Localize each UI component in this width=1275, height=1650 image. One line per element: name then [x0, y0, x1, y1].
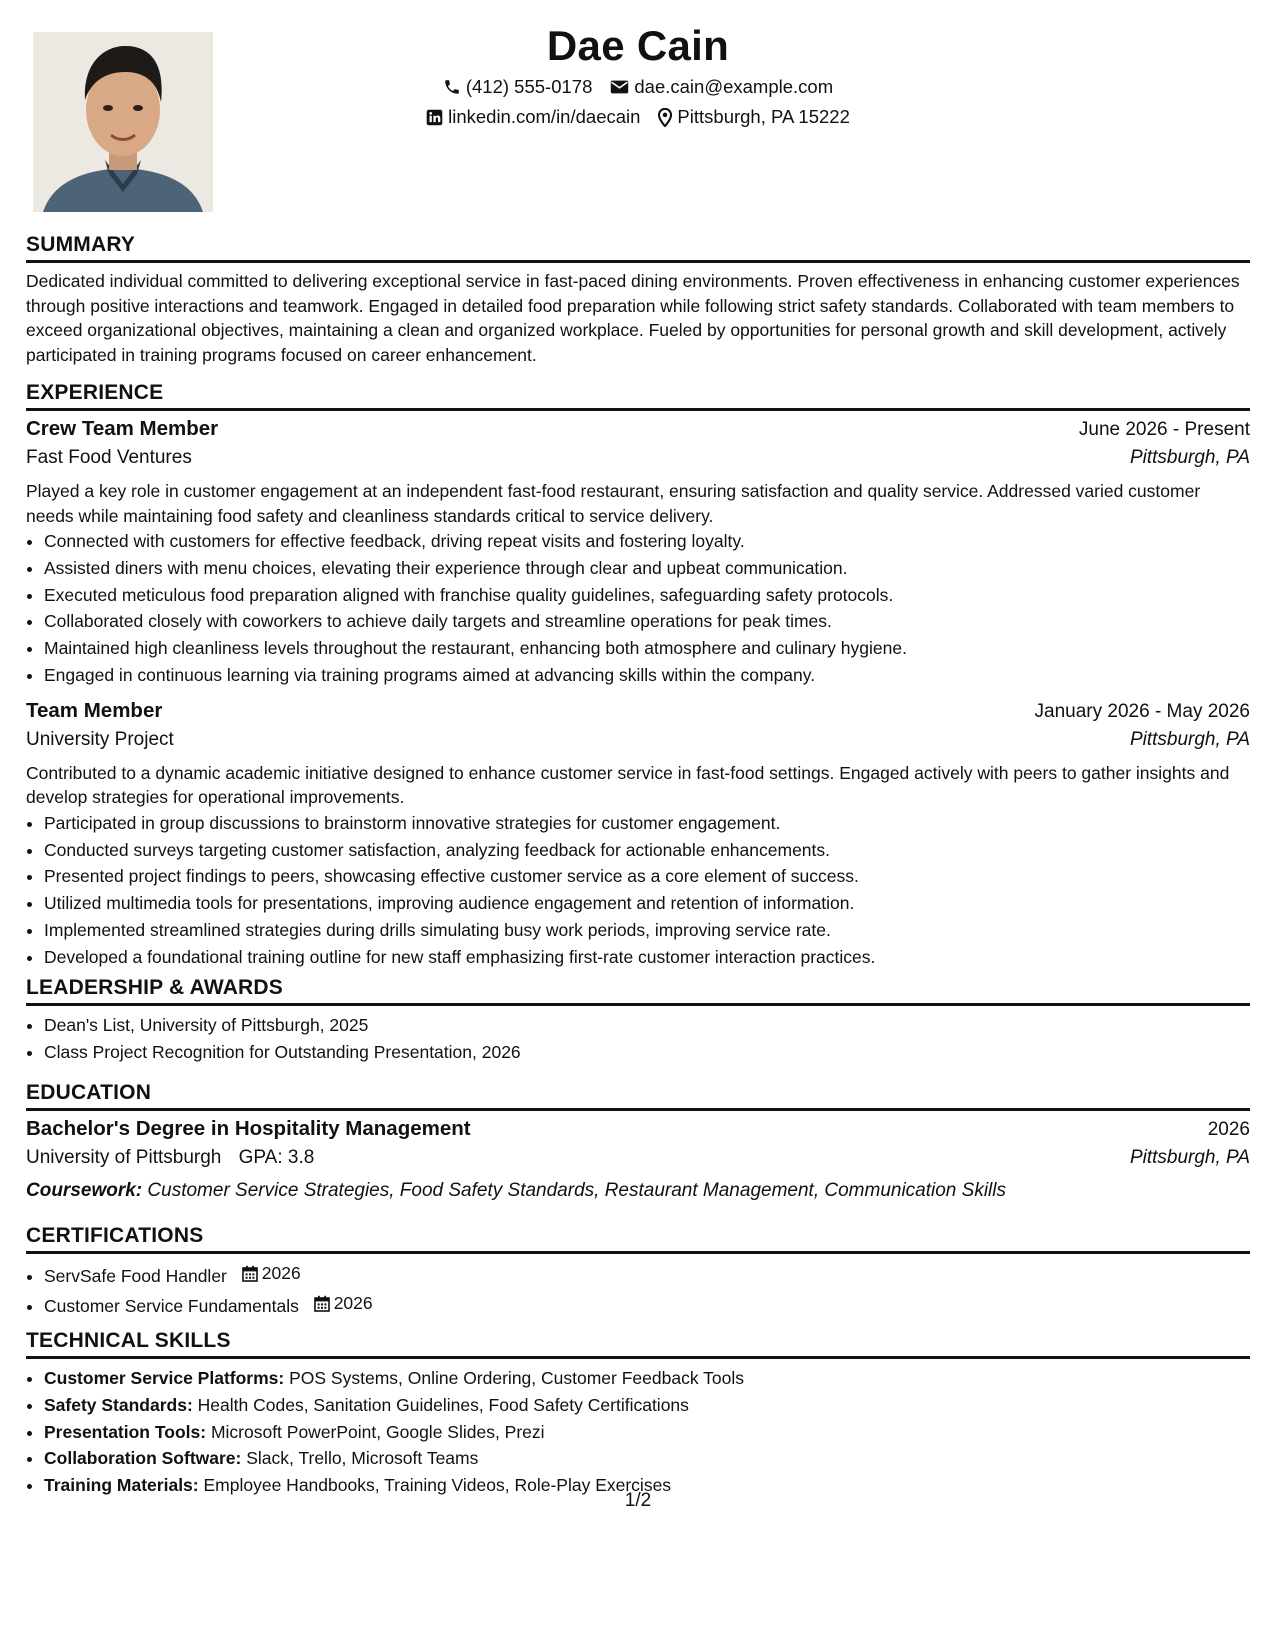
- linkedin-text: linkedin.com/in/daecain: [448, 106, 641, 127]
- email-text: dae.cain@example.com: [634, 76, 834, 97]
- coursework: [26, 1177, 1250, 1205]
- calendar-icon: [242, 1265, 258, 1282]
- job-bullet: • Connected with customers for effective feedback, driving repeat visits and fostering loyalty.: [44, 528, 1250, 555]
- education-section: [26, 1081, 1250, 1205]
- skill-label: Collaboration Software:: [44, 1448, 242, 1469]
- page-number: 1/2: [624, 1490, 652, 1511]
- school-name: University of Pittsburgh: [26, 1147, 222, 1168]
- section-title-experience: EXPERIENCE: [26, 381, 1250, 411]
- skill-item: [44, 1365, 1250, 1392]
- gpa: GPA: 3.8: [238, 1147, 315, 1168]
- contact-line-1: [26, 76, 1250, 98]
- skill-label: Presentation Tools:: [44, 1421, 207, 1442]
- certification-year: 2026: [333, 1292, 373, 1313]
- job-bullet: • Assisted diners with menu choices, elevating their experience through clear and upbeat communication.: [44, 555, 1250, 582]
- award-item: • Class Project Recognition for Outstanding Presentation, 2026: [44, 1039, 1250, 1066]
- leadership-section: [26, 976, 1250, 1066]
- skills-list: [26, 1365, 1250, 1499]
- candidate-name: Dae Cain: [546, 22, 730, 69]
- school-location: Pittsburgh, PA: [1129, 1147, 1250, 1168]
- job-description: Played a key role in customer engagement at an independent fast-food restaurant, ensuring satisfaction and quality service. Addressed varied customer needs while maintaining food safety and cleanliness standards critical to service delivery.: [26, 481, 1201, 526]
- section-title-skills: TECHNICAL SKILLS: [26, 1329, 1250, 1359]
- job-bullet: • Engaged in continuous learning via training programs aimed at advancing skills within the company.: [44, 662, 1250, 689]
- job-dates: June 2026 - Present: [1078, 419, 1250, 440]
- skill-item: [44, 1419, 1250, 1446]
- certifications-section: [26, 1224, 1250, 1319]
- section-title-leadership: LEADERSHIP & AWARDS: [26, 976, 1250, 1006]
- job-bullet: • Maintained high cleanliness levels throughout the restaurant, enhancing both atmosphere and culinary hygiene.: [44, 635, 1250, 662]
- email-contact[interactable]: [610, 76, 833, 98]
- job-org: Fast Food Ventures: [26, 447, 192, 468]
- award-item: • Dean's List, University of Pittsburgh, 2025: [44, 1012, 1250, 1039]
- degree-name: Bachelor's Degree in Hospitality Management: [26, 1117, 471, 1140]
- summary-section: [26, 233, 1250, 367]
- linkedin-icon: [426, 109, 443, 126]
- certification-year: 2026: [261, 1263, 301, 1283]
- job-bullet: • Utilized multimedia tools for presentations, improving audience engagement and retention of information.: [44, 890, 1250, 917]
- job-bullet: • Collaborated closely with coworkers to achieve daily targets and streamline operations for peak times.: [44, 608, 1250, 635]
- coursework-label: Coursework:: [26, 1180, 143, 1201]
- location-contact: [658, 106, 849, 128]
- envelope-icon: [610, 79, 629, 95]
- job-role: Team Member: [26, 698, 163, 722]
- skills-section: [26, 1329, 1250, 1499]
- section-title-education: EDUCATION: [26, 1081, 1250, 1111]
- school-info: [26, 1147, 314, 1169]
- skill-label: Customer Service Platforms:: [44, 1368, 285, 1388]
- job-bullets: [26, 528, 1250, 689]
- linkedin-contact[interactable]: [426, 106, 640, 128]
- job-bullet: • Conducted surveys targeting customer satisfaction, analyzing feedback for actionable enhancements.: [44, 837, 1250, 864]
- skill-value: Slack, Trello, Microsoft Teams: [246, 1448, 479, 1469]
- contact-line-2: [26, 106, 1250, 128]
- skill-item: [44, 1392, 1250, 1419]
- calendar-icon: [314, 1295, 330, 1312]
- job-bullet: • Presented project findings to peers, showcasing effective customer service as a core element of success.: [44, 863, 1250, 890]
- job-location: Pittsburgh, PA: [1129, 728, 1250, 750]
- section-title-certifications: CERTIFICATIONS: [26, 1224, 1250, 1254]
- skill-value: POS Systems, Online Ordering, Customer Feedback Tools: [289, 1368, 744, 1388]
- phone-text: (412) 555-0178: [465, 76, 593, 97]
- resume-page: [26, 0, 1250, 1650]
- map-marker-icon: [658, 108, 672, 127]
- skill-value: Health Codes, Sanitation Guidelines, Food Safety Certifications: [197, 1394, 689, 1415]
- certifications-list: [26, 1260, 1250, 1319]
- certification-name: ServSafe Food Handler: [44, 1265, 227, 1286]
- job-entry: [26, 417, 1250, 689]
- skill-label: Training Materials:: [44, 1475, 199, 1496]
- job-location: Pittsburgh, PA: [1129, 447, 1250, 468]
- job-description: Contributed to a dynamic academic initiative designed to enhance customer service in fast-food settings. Engaged actively with peers to gather insights and develop strategies for operational improvements.: [26, 762, 1230, 808]
- skill-value: Employee Handbooks, Training Videos, Role-Play Exercises: [203, 1475, 672, 1496]
- phone-icon: [443, 78, 461, 96]
- leadership-list: [26, 1012, 1250, 1066]
- certification-name: Customer Service Fundamentals: [44, 1295, 299, 1316]
- coursework-list: Customer Service Strategies, Food Safety Standards, Restaurant Management, Communication Skills: [147, 1180, 1006, 1201]
- job-entry: [26, 699, 1250, 971]
- job-bullets: [26, 810, 1250, 971]
- job-bullet: • Executed meticulous food preparation aligned with franchise quality guidelines, safeguarding safety protocols.: [44, 582, 1250, 609]
- certification-item: [44, 1290, 1250, 1320]
- skill-item: [44, 1445, 1250, 1472]
- job-role: Crew Team Member: [26, 417, 219, 440]
- job-org: University Project: [26, 728, 174, 750]
- summary-text: Dedicated individual committed to delivering exceptional service in fast-paced dining environments. Proven effectiveness in enhancing customer experiences through positive interactions and teamwork. Engaged in detailed food preparation while following strict safety standards. Collaborated with team members to exceed organizational objectives, maintaining a clean and organized workplace. Fueled by opportunities for personal growth and skill development, actively participated in training programs focused on career enhancement.: [26, 271, 1240, 365]
- job-bullet: • Implemented streamlined strategies during drills simulating busy work periods, improving service rate.: [44, 917, 1250, 944]
- location-text: Pittsburgh, PA 15222: [677, 106, 850, 127]
- experience-section: [26, 381, 1250, 971]
- job-bullet: • Participated in group discussions to brainstorm innovative strategies for customer engagement.: [44, 810, 1250, 837]
- section-title-summary: SUMMARY: [26, 233, 1250, 263]
- skill-label: Safety Standards:: [44, 1394, 193, 1415]
- phone-contact[interactable]: [443, 76, 593, 98]
- skill-value: Microsoft PowerPoint, Google Slides, Prezi: [210, 1421, 545, 1442]
- degree-year: 2026: [1207, 1119, 1250, 1140]
- certification-item: [44, 1260, 1250, 1290]
- job-bullet: • Developed a foundational training outline for new staff emphasizing first-rate customer interaction practices.: [44, 944, 1250, 971]
- job-dates: January 2026 - May 2026: [1034, 700, 1250, 722]
